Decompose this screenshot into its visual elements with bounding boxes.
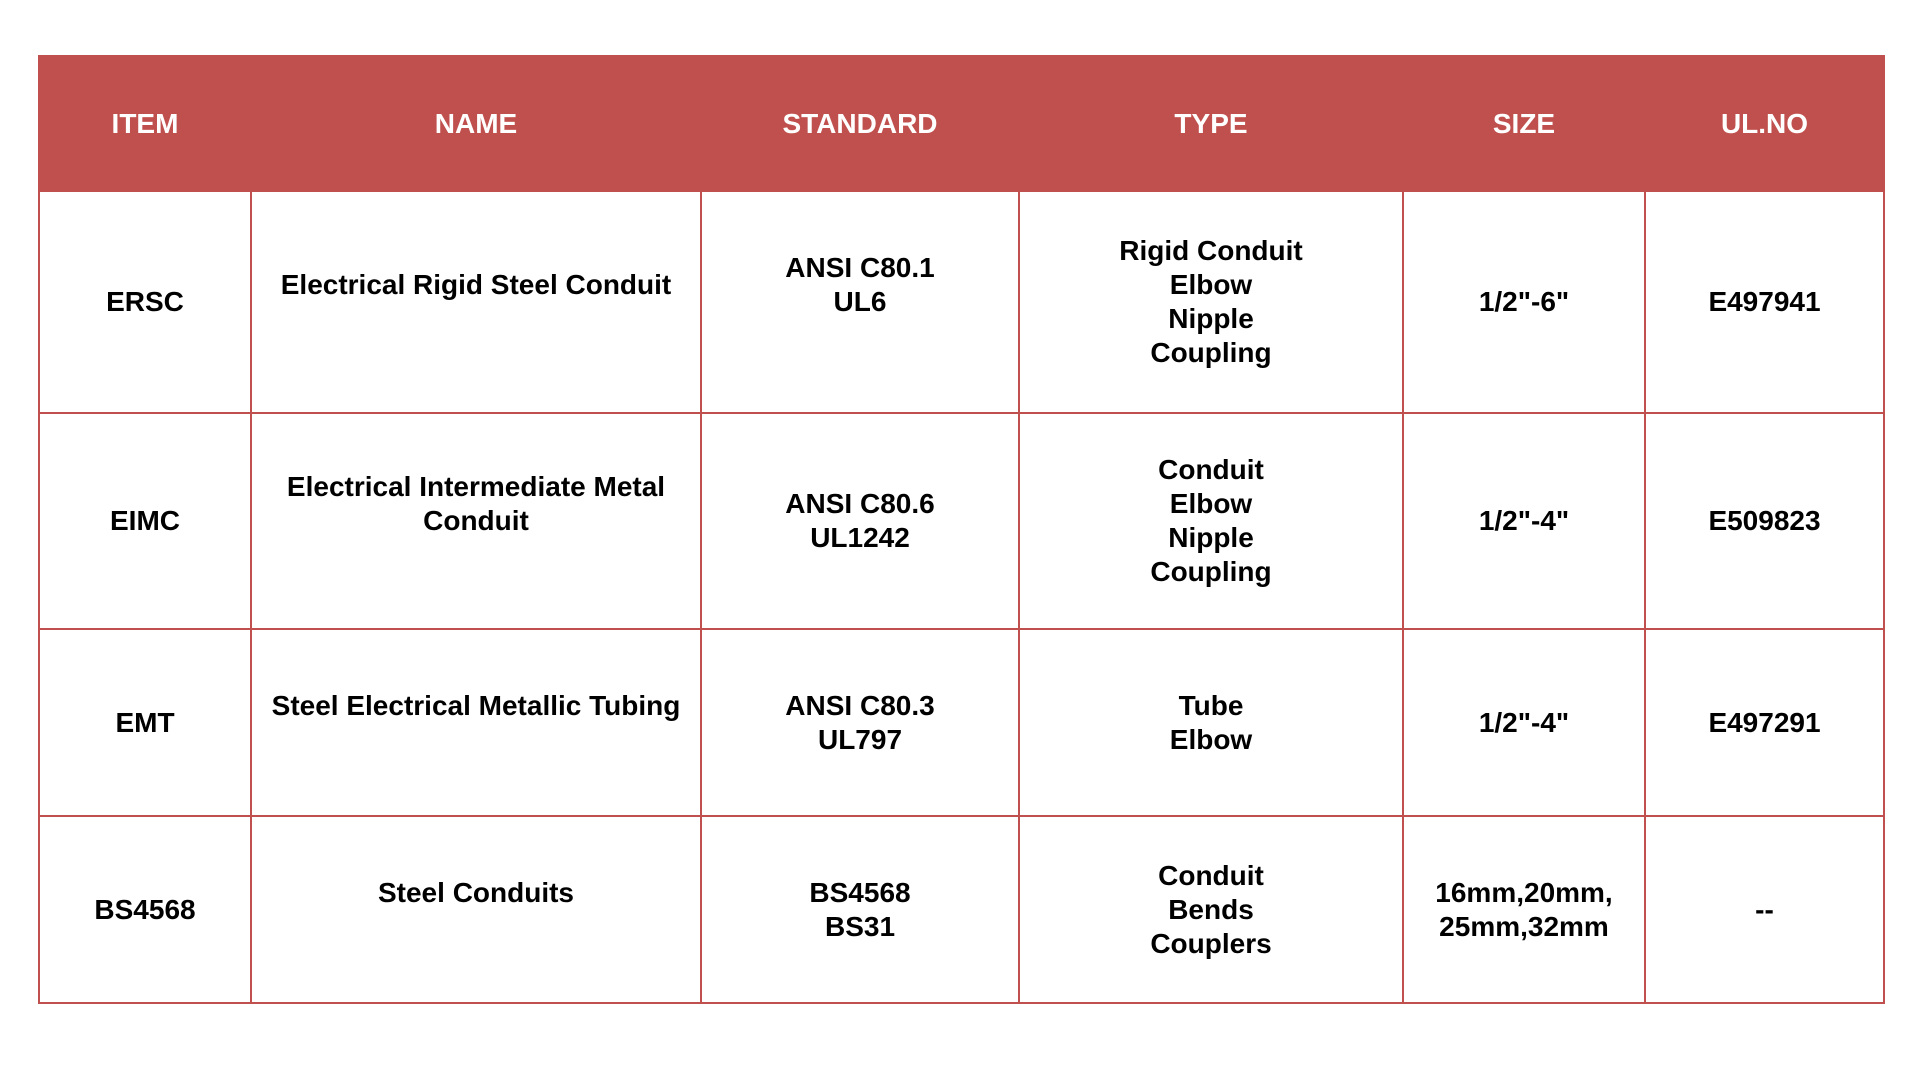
cell-type [1019, 816, 1403, 1003]
cell-standard-line: UL6 [833, 286, 887, 317]
cell-name [251, 629, 701, 816]
table-header [39, 56, 1884, 191]
header-item: ITEM [39, 56, 251, 191]
cell-standard-line: BS31 [824, 910, 896, 942]
header-standard: STANDARD [701, 56, 1019, 191]
cell-size [1403, 816, 1645, 1003]
cell-item: BS4568 [39, 816, 251, 1003]
cell-size [1403, 413, 1645, 629]
cell-ul-no: E509823 [1645, 413, 1884, 629]
cell-standard [701, 816, 1019, 1003]
cell-item: ERSC [39, 191, 251, 413]
cell-size-line: 1/2"-4" [1478, 706, 1570, 738]
header-size: SIZE [1403, 56, 1645, 191]
cell-type-line: Couplers [1150, 927, 1272, 959]
cell-name [251, 413, 701, 629]
table-row [39, 816, 1884, 1003]
cell-type-line: Elbow [1169, 269, 1253, 300]
cell-type-line: Elbow [1169, 488, 1253, 519]
cell-name-line: Electrical Intermediate Metal [286, 471, 666, 502]
cell-size-line: 1/2"-6" [1478, 286, 1570, 317]
cell-name [251, 816, 701, 1003]
cell-type-line: Nipple [1168, 303, 1254, 334]
cell-ul-no: E497291 [1645, 629, 1884, 816]
cell-standard-line: UL797 [817, 723, 903, 755]
cell-size-line: 25mm,32mm [1439, 910, 1609, 942]
cell-type [1019, 629, 1403, 816]
cell-size-line: 1/2"-4" [1478, 505, 1570, 536]
cell-standard-line: ANSI C80.6 [785, 488, 935, 519]
cell-standard [701, 629, 1019, 816]
cell-type-line: Conduit [1158, 859, 1264, 891]
cell-standard-line: ANSI C80.1 [785, 252, 935, 283]
header-name: NAME [251, 56, 701, 191]
cell-item: EIMC [39, 413, 251, 629]
product-table-container [38, 55, 1883, 1004]
cell-ul-no: -- [1645, 816, 1884, 1003]
product-spec-table [38, 55, 1885, 1004]
table-body [39, 191, 1884, 1003]
cell-size [1403, 191, 1645, 413]
cell-standard [701, 413, 1019, 629]
header-ul-no: UL.NO [1645, 56, 1884, 191]
cell-type-line: Tube [1178, 689, 1244, 721]
table-row [39, 413, 1884, 629]
cell-type-line: Elbow [1169, 723, 1253, 755]
cell-name-line: Steel Conduits [377, 876, 574, 908]
cell-name-line: Electrical Rigid Steel Conduit [280, 269, 672, 300]
cell-type-line: Nipple [1168, 522, 1254, 553]
cell-size [1403, 629, 1645, 816]
cell-standard [701, 191, 1019, 413]
cell-standard-line: BS4568 [809, 876, 911, 908]
cell-type-line: Coupling [1150, 556, 1272, 587]
header-row [39, 56, 1884, 191]
cell-standard-line: ANSI C80.3 [785, 689, 935, 721]
cell-standard-line: UL1242 [810, 522, 910, 553]
cell-name-line: Conduit [423, 505, 529, 536]
cell-type [1019, 191, 1403, 413]
cell-name-line: Steel Electrical Metallic Tubing [271, 689, 681, 721]
cell-item: EMT [39, 629, 251, 816]
cell-size-line: 16mm,20mm, [1435, 876, 1613, 908]
cell-type-line: Coupling [1150, 337, 1272, 368]
cell-name [251, 191, 701, 413]
cell-type-line: Rigid Conduit [1119, 235, 1303, 266]
cell-ul-no: E497941 [1645, 191, 1884, 413]
cell-type-line: Bends [1168, 893, 1254, 925]
table-row [39, 629, 1884, 816]
header-type: TYPE [1019, 56, 1403, 191]
table-row [39, 191, 1884, 413]
cell-type-line: Conduit [1158, 454, 1264, 485]
cell-type [1019, 413, 1403, 629]
